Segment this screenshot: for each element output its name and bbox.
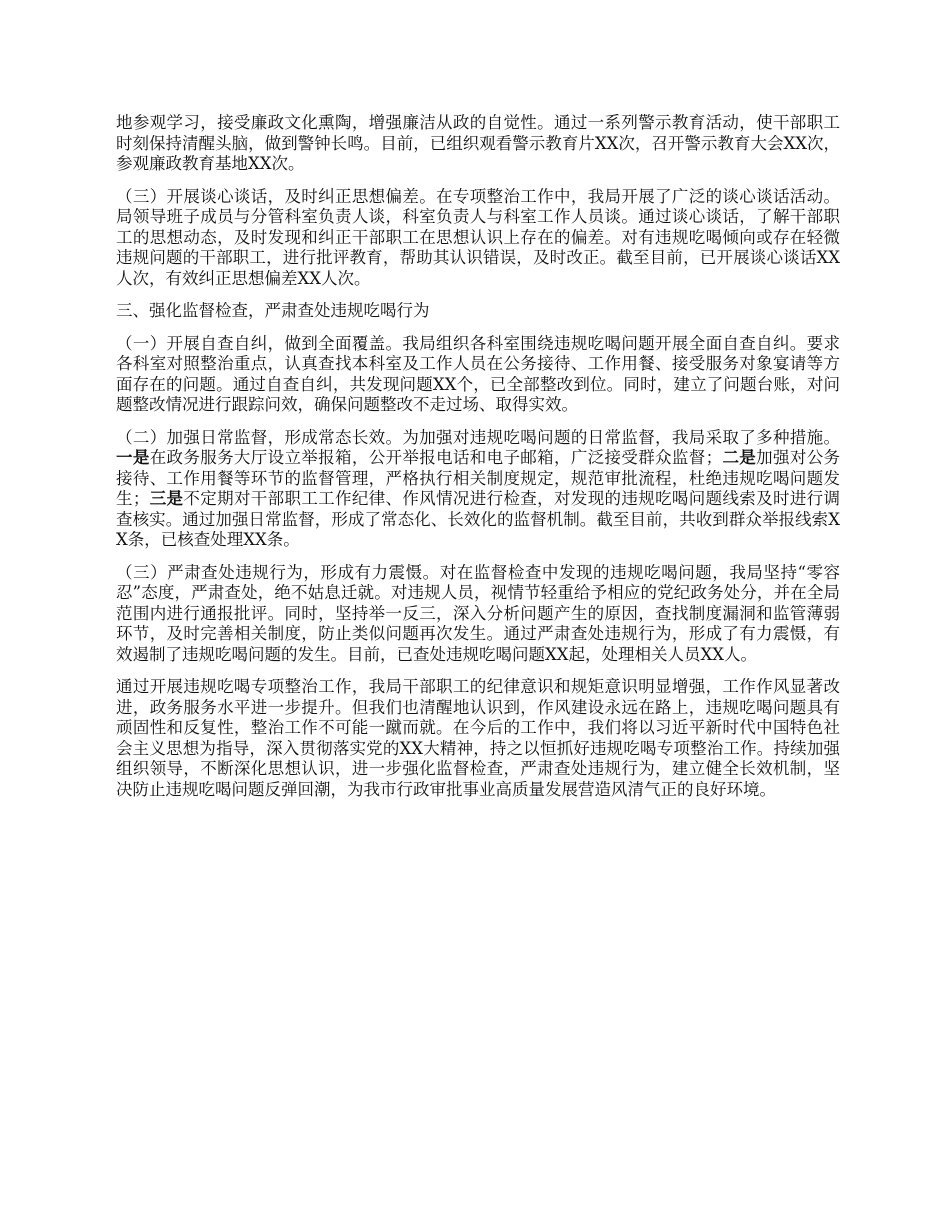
daily-supervision-lead: （二）加强日常监督，形成常态长效。为加强对违规吃喝问题的日常监督，我局采取了多种措施。 bbox=[116, 427, 840, 447]
measure-second: 加强对公务接待、工作用餐等环节的监督管理，严格执行相关制度规定，规范审批流程，杜绝违规吃喝问题发生； bbox=[116, 448, 841, 508]
section-heading-supervision: 三、强化监督检查，严肃查处违规吃喝行为 bbox=[116, 301, 430, 320]
paragraph-daily-supervision bbox=[116, 428, 840, 551]
paragraph-self-inspection: （一）开展自查自纠，做到全面覆盖。我局组织各科室围绕违规吃喝问题开展全面自查自纠。要求各科室对照整治重点，认真查找本科室及工作人员在公务接待、工作用餐、接受服务对象宴请等方面存在的问题。通过自查自纠，共发现问题XX个，已全部整改到位。同时，建立了问题台账，对问题整改情况进行跟踪问效，确保问题整改不走过场、取得实效。 bbox=[116, 333, 840, 414]
paragraph-strict-investigation: （三）严肃查处违规行为，形成有力震慑。对在监督检查中发现的违规吃喝问题，我局坚持“零容忍”态度，严肃查处，绝不姑息迁就。对违规人员，视情节轻重给予相应的党纪政务处分，并在全局范围内进行通报批评。同时，坚持举一反三，深入分析问题产生的原因，查找制度漏洞和监管薄弱环节，及时完善相关制度，防止类似问题再次发生。通过严肃查处违规行为，形成了有力震慑，有效遏制了违规吃喝问题的发生。目前，已查处违规吃喝问题XX起，处理相关人员XX人。 bbox=[116, 562, 840, 664]
measure-first: 在政务服务大厅设立举报箱，公开举报电话和电子邮箱，广泛接受群众监督； bbox=[149, 448, 723, 467]
paragraph-conclusion: 通过开展违规吃喝专项整治工作，我局干部职工的纪律意识和规矩意识明显增强，工作作风显著改进，政务服务水平进一步提升。但我们也清醒地认识到，作风建设永远在路上，违规吃喝问题具有顽固性和反复性，整治工作不可能一蹴而就。在今后的工作中，我们将以习近平新时代中国特色社会主义思想为指导，深入贯彻落实党的XX大精神，持之以恒抓好违规吃喝专项整治工作。持续加强组织领导，不断深化思想认识，进一步强化监督检查，严肃查处违规行为，建立健全长效机制，坚决防止违规吃喝问题反弹回潮，为我市行政审批事业高质量发展营造风清气正的良好环境。 bbox=[116, 677, 840, 799]
measure-third: 不定期对干部职工工作纪律、作风情况进行检查，对发现的违规吃喝问题线索及时进行调查核实。通过加强日常监督，形成了常态化、长效化的监督机制。截至目前，共收到群众举报线索XX条，已核查处理XX条。 bbox=[116, 489, 841, 549]
paragraph-warning-education: 地参观学习，接受廉政文化熏陶，增强廉洁从政的自觉性。通过一系列警示教育活动，使干部职工时刻保持清醒头脑，做到警钟长鸣。目前，已组织观看警示教育片XX次，召开警示教育大会XX次，参观廉政教育基地XX次。 bbox=[116, 113, 840, 173]
marker-second: 二是 bbox=[722, 448, 757, 467]
document-page bbox=[116, 113, 840, 812]
paragraph-heart-to-heart-talks: （三）开展谈心谈话，及时纠正思想偏差。在专项整治工作中，我局开展了广泛的谈心谈话活动。局领导班子成员与分管科室负责人谈，科室负责人与科室工作人员谈。通过谈心谈话，了解干部职工的思想动态，及时发现和纠正干部职工在思想认识上存在的偏差。对有违规吃喝倾向或存在轻微违规问题的干部职工，进行批评教育，帮助其认识错误，及时改正。截至目前，已开展谈心谈话XX人次，有效纠正思想偏差XX人次。 bbox=[116, 186, 840, 288]
marker-third: 三是 bbox=[149, 489, 184, 508]
marker-first: 一是 bbox=[116, 448, 150, 467]
